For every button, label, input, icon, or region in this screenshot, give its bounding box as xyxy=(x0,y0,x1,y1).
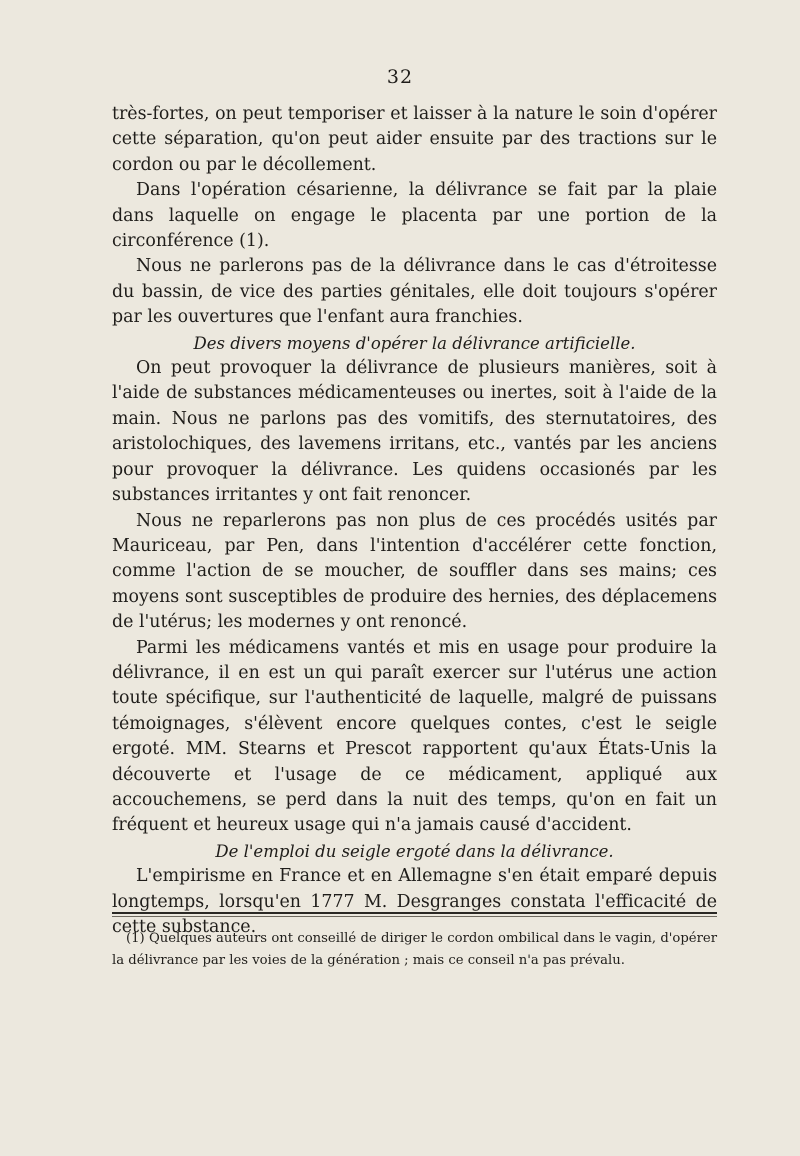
footnote-text: (1) Quelques auteurs ont conseillé de diriger le cordon ombilical dans le vagin, d'opérer la délivrance par les voies de la génération ; mais ce conseil n'a pas prévalu. xyxy=(112,931,717,968)
section-heading-2: De l'emploi du seigle ergoté dans la délivrance. xyxy=(215,841,614,861)
main-text xyxy=(112,102,717,940)
paragraph-6: Parmi les médicamens vantés et mis en usage pour produire la délivrance, il en est un qui paraît exercer sur l'utérus une action toute spécifique, sur l'authenticité de laquelle, malgré de puissans témoignages, s'élèvent encore quelques contes, c'est le seigle ergoté. MM. Stearns et Prescot rapportent qu'aux États-Unis la découverte et l'usage de ce médicament, appliqué aux accouchemens, se perd dans la nuit des temps, qu'on en fait un fréquent et heureux usage qui n'a jamais causé d'accident. xyxy=(112,637,717,836)
footnote xyxy=(112,928,717,972)
footnote-divider-thin xyxy=(112,916,717,917)
paragraph-4: On peut provoquer la délivrance de plusieurs manières, soit à l'aide de substances médicamenteuses ou inertes, soit à l'aide de la main. Nous ne parlons pas des vomitifs, des sternutatoires, des aristolochiques, des lavemens irritans, etc., vantés par les anciens pour provoquer la délivrance. Les quidens occasionés par les substances irritantes y ont fait renoncer. xyxy=(112,358,717,506)
paragraph-2: Dans l'opération césarienne, la délivrance se fait par la plaie dans laquelle on engage le placenta par une portion de la circonférence (1). xyxy=(112,180,717,252)
page-number: 32 xyxy=(386,66,414,88)
footnote-divider xyxy=(112,912,717,914)
section-heading-1: Des divers moyens d'opérer la délivrance artificielle. xyxy=(193,333,636,353)
paragraph-7: L'empirisme en France et en Allemagne s'en était emparé depuis longtemps, lorsqu'en 1777 M. Desgranges constata l'efficacité de cette substance. xyxy=(112,866,717,937)
paragraph-1: très-fortes, on peut temporiser et laisser à la nature le soin d'opérer cette séparation, qu'on peut aider ensuite par des tractions sur le cordon ou par le décollement. xyxy=(112,104,717,175)
paragraph-5: Nous ne reparlerons pas non plus de ces procédés usités par Mauriceau, par Pen, dans l'intention d'accélérer cette fonction, comme l'action de se moucher, de souffler dans ses mains; ces moyens sont susceptibles de produire des hernies, des déplacemens de l'utérus; les modernes y ont renoncé. xyxy=(112,510,717,633)
paragraph-3: Nous ne parlerons pas de la délivrance dans le cas d'étroitesse du bassin, de vice des parties génitales, elle doit toujours s'opérer par les ouvertures que l'enfant aura franchies. xyxy=(112,256,717,328)
